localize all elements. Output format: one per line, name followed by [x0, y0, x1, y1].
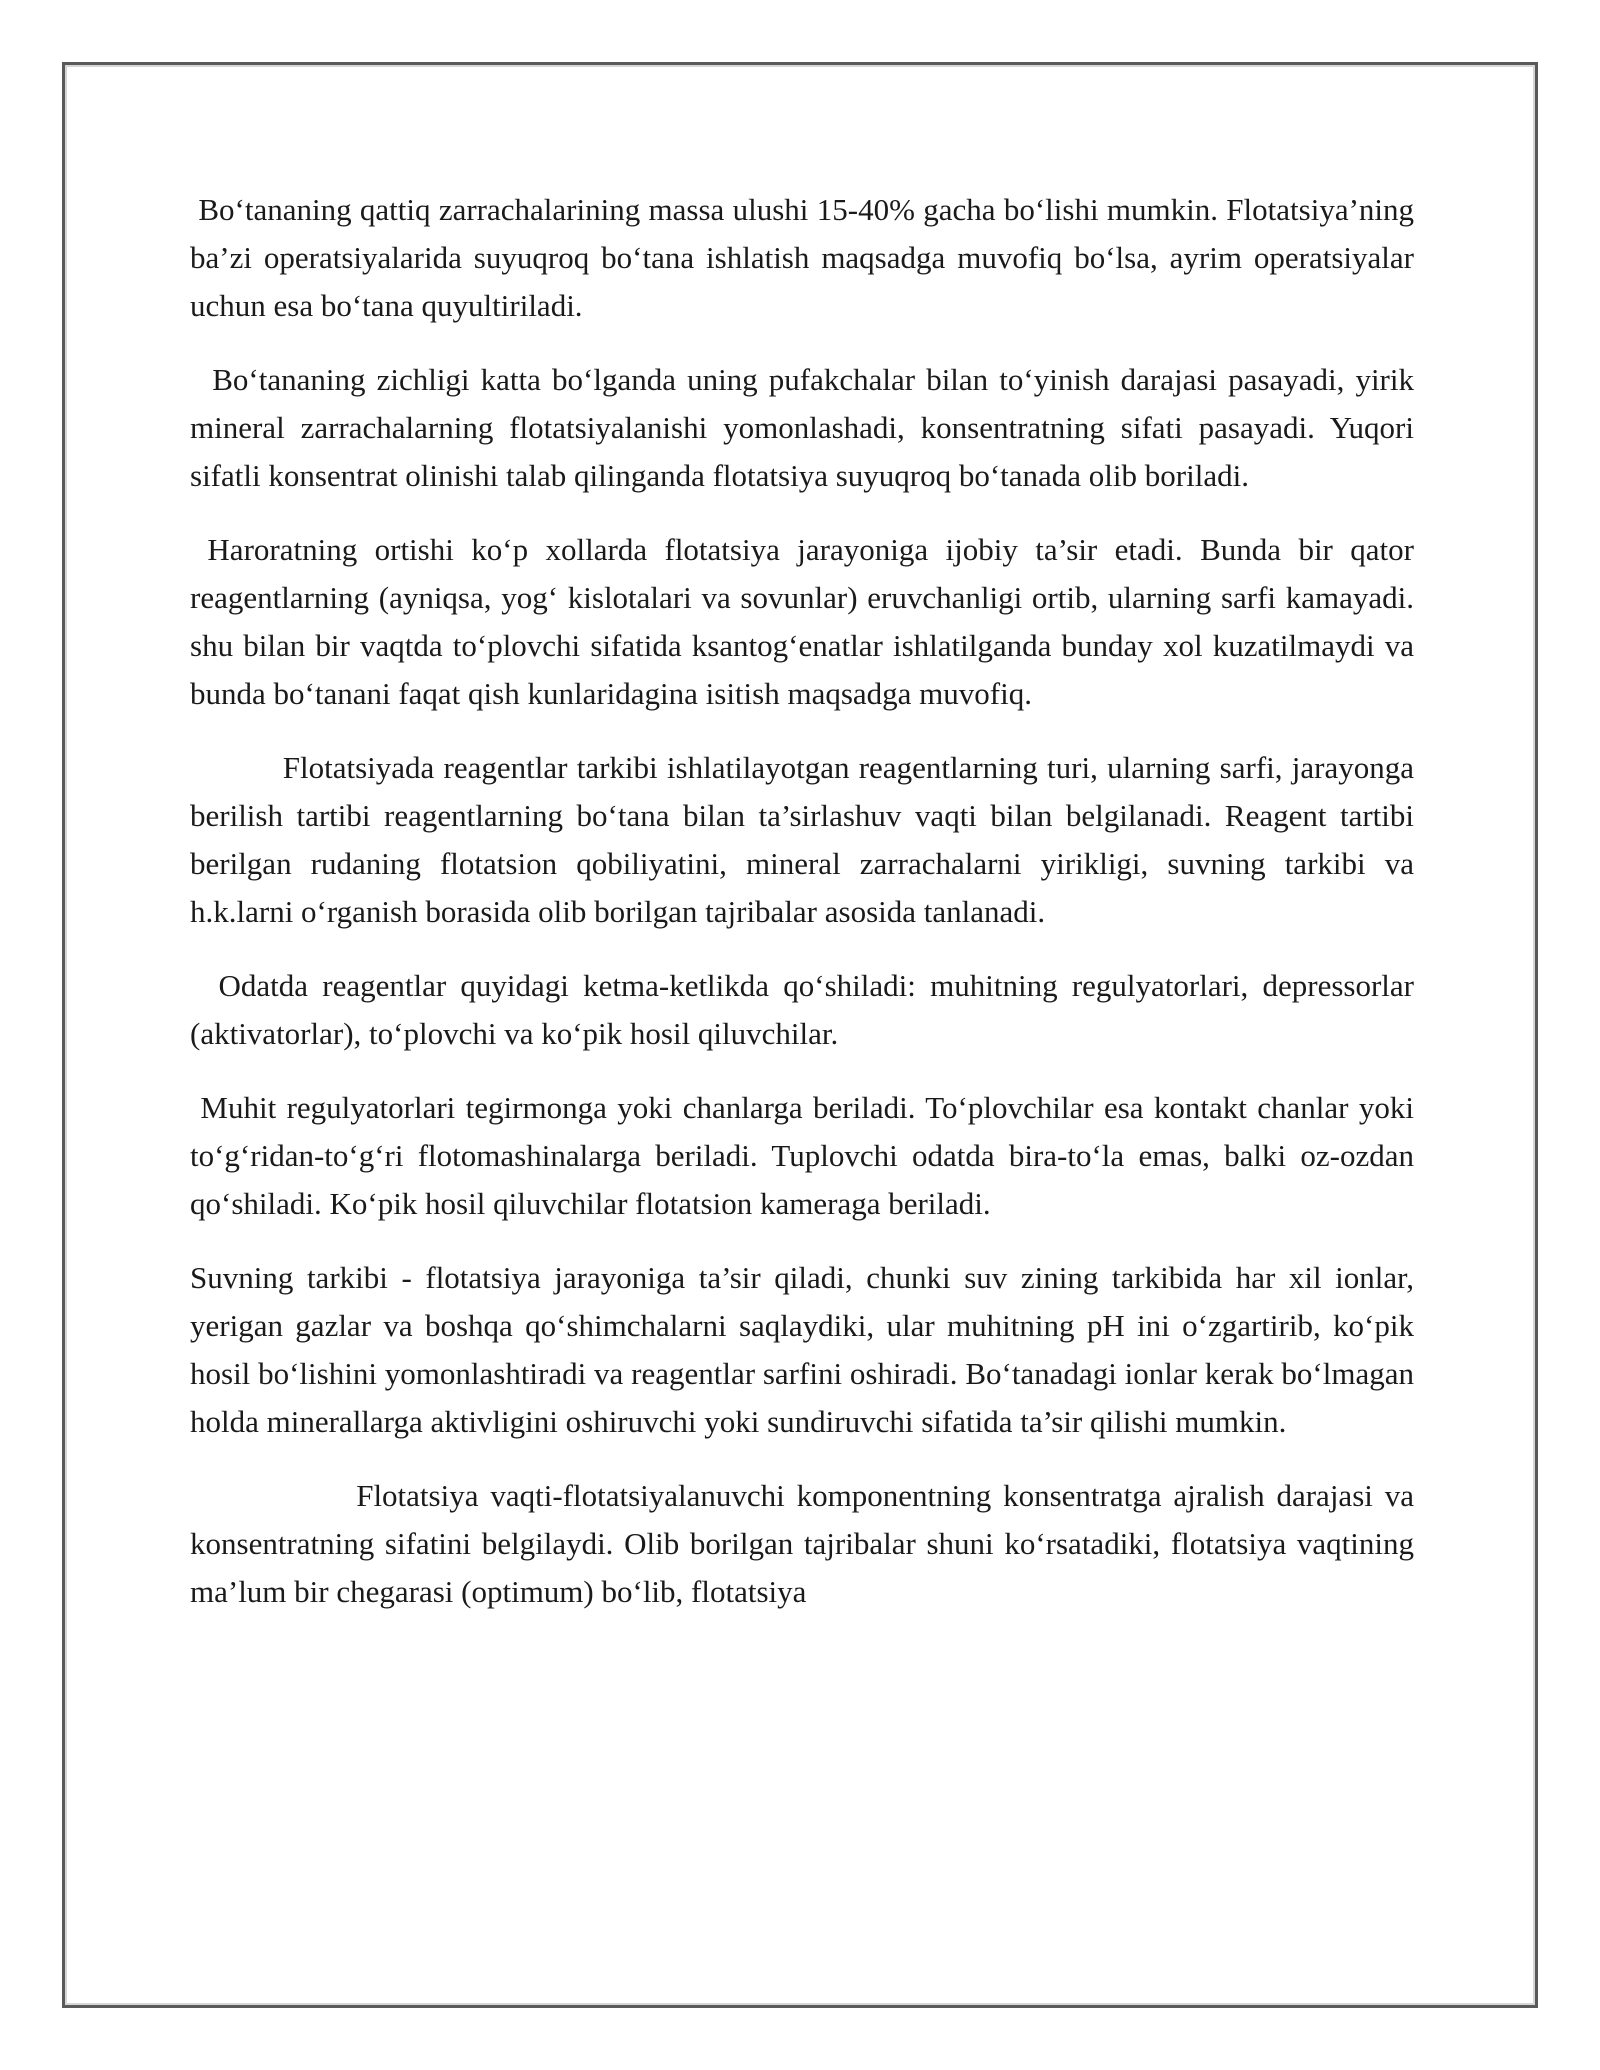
paragraph-text: Flotatsiyada reagentlar tarkibi ishlatilayotgan reagentlarning turi, ularning sarfi, jarayonga berilish tartibi reagentlarning bo‘tana bilan ta’sirlashuv vaqti bilan belgilanadi. Reagent tartibi berilgan rudaning flotatsion qobiliyatini, mineral zarrachalarni yirikligi, suvning tarkibi va h.k.larni o‘rganish borasida olib borilgan tajribalar asosida tanlanadi.	[190, 750, 1415, 929]
paragraph-text: Bo‘tananing zichligi katta bo‘lganda uning pufakchalar bilan to‘yinish darajasi pasayadi, yirik mineral zarrachalarning flotatsiyalanishi yomonlashadi, konsentratning sifati pasayadi. Yuqori sifatli konsentrat olinishi talab qilinganda flotatsiya suyuqroq bo‘tanada olib boriladi.	[190, 362, 1414, 493]
paragraph-text: Bo‘tananing qattiq zarrachalarining massa ulushi 15-40% gacha bo‘lishi mumkin. Flotatsiya’ning ba’zi operatsiyalarida suyuqroq bo‘tana ishlatish maqsadga muvofiq bo‘lsa, ayrim operatsiyalar uchun esa bo‘tana quyultiriladi.	[190, 192, 1415, 323]
paragraph-text: Suvning tarkibi - flotatsiya jarayoniga ta’sir qiladi, chunki suv zining tarkibida har xil ionlar, yerigan gazlar va boshqa qo‘shimchalarni saqlaydiki, ular muhitning pH ini o‘zgartirib, ko‘pik hosil bo‘lishini yomonlashtiradi va reagentlar sarfini oshiradi. Bo‘tanadagi ionlar kerak bo‘lmagan holda minerallarga aktivligini oshiruvchi yoki sundiruvchi sifatida ta’sir qilishi mumkin.	[190, 1260, 1414, 1439]
document-body	[190, 186, 1414, 1642]
paragraph-slurry-density	[190, 356, 1414, 500]
paragraph-text: Muhit regulyatorlari tegirmonga yoki chanlarga beriladi. To‘plovchilar esa kontakt chanlar yoki to‘g‘ridan-to‘g‘ri flotomashinalarga beriladi. Tuplovchi odatda bira-to‘la emas, balki oz-ozdan qo‘shiladi. Ko‘pik hosil qiluvchilar flotatsion kameraga beriladi.	[190, 1090, 1415, 1221]
paragraph-regulators	[190, 1084, 1414, 1228]
paragraph-text: Odatda reagentlar quyidagi ketma-ketlikda qo‘shiladi: muhitning regulyatorlari, depressorlar (aktivatorlar), to‘plovchi va ko‘pik hosil qiluvchilar.	[190, 968, 1414, 1051]
paragraph-reagent-composition	[190, 744, 1414, 936]
paragraph-text: Flotatsiya vaqti-flotatsiyalanuvchi komponentning konsentratga ajralish darajasi va konsentratning sifatini belgilaydi. Olib borilgan tajribalar shuni ko‘rsatadiki, flotatsiya vaqtining ma’lum bir chegarasi (optimum) bo‘lib, flotatsiya	[190, 1478, 1414, 1609]
paragraph-temperature	[190, 526, 1414, 718]
paragraph-water-composition	[190, 1254, 1414, 1446]
paragraph-flotation-time	[190, 1472, 1414, 1616]
paragraph-text: Haroratning ortishi ko‘p xollarda flotatsiya jarayoniga ijobiy ta’sir etadi. Bunda bir qator reagentlarning (ayniqsa, yog‘ kislotalari va sovunlar) eruvchanligi ortib, ularning sarfi kamayadi. shu bilan bir vaqtda to‘plovchi sifatida ksantog‘enatlar ishlatilganda bunday xol kuzatilmaydi va bunda bo‘tanani faqat qish kunlaridagina isitish maqsadga muvofiq.	[190, 532, 1414, 711]
paragraph-reagent-order	[190, 962, 1414, 1058]
paragraph-slurry-solids	[190, 186, 1414, 330]
